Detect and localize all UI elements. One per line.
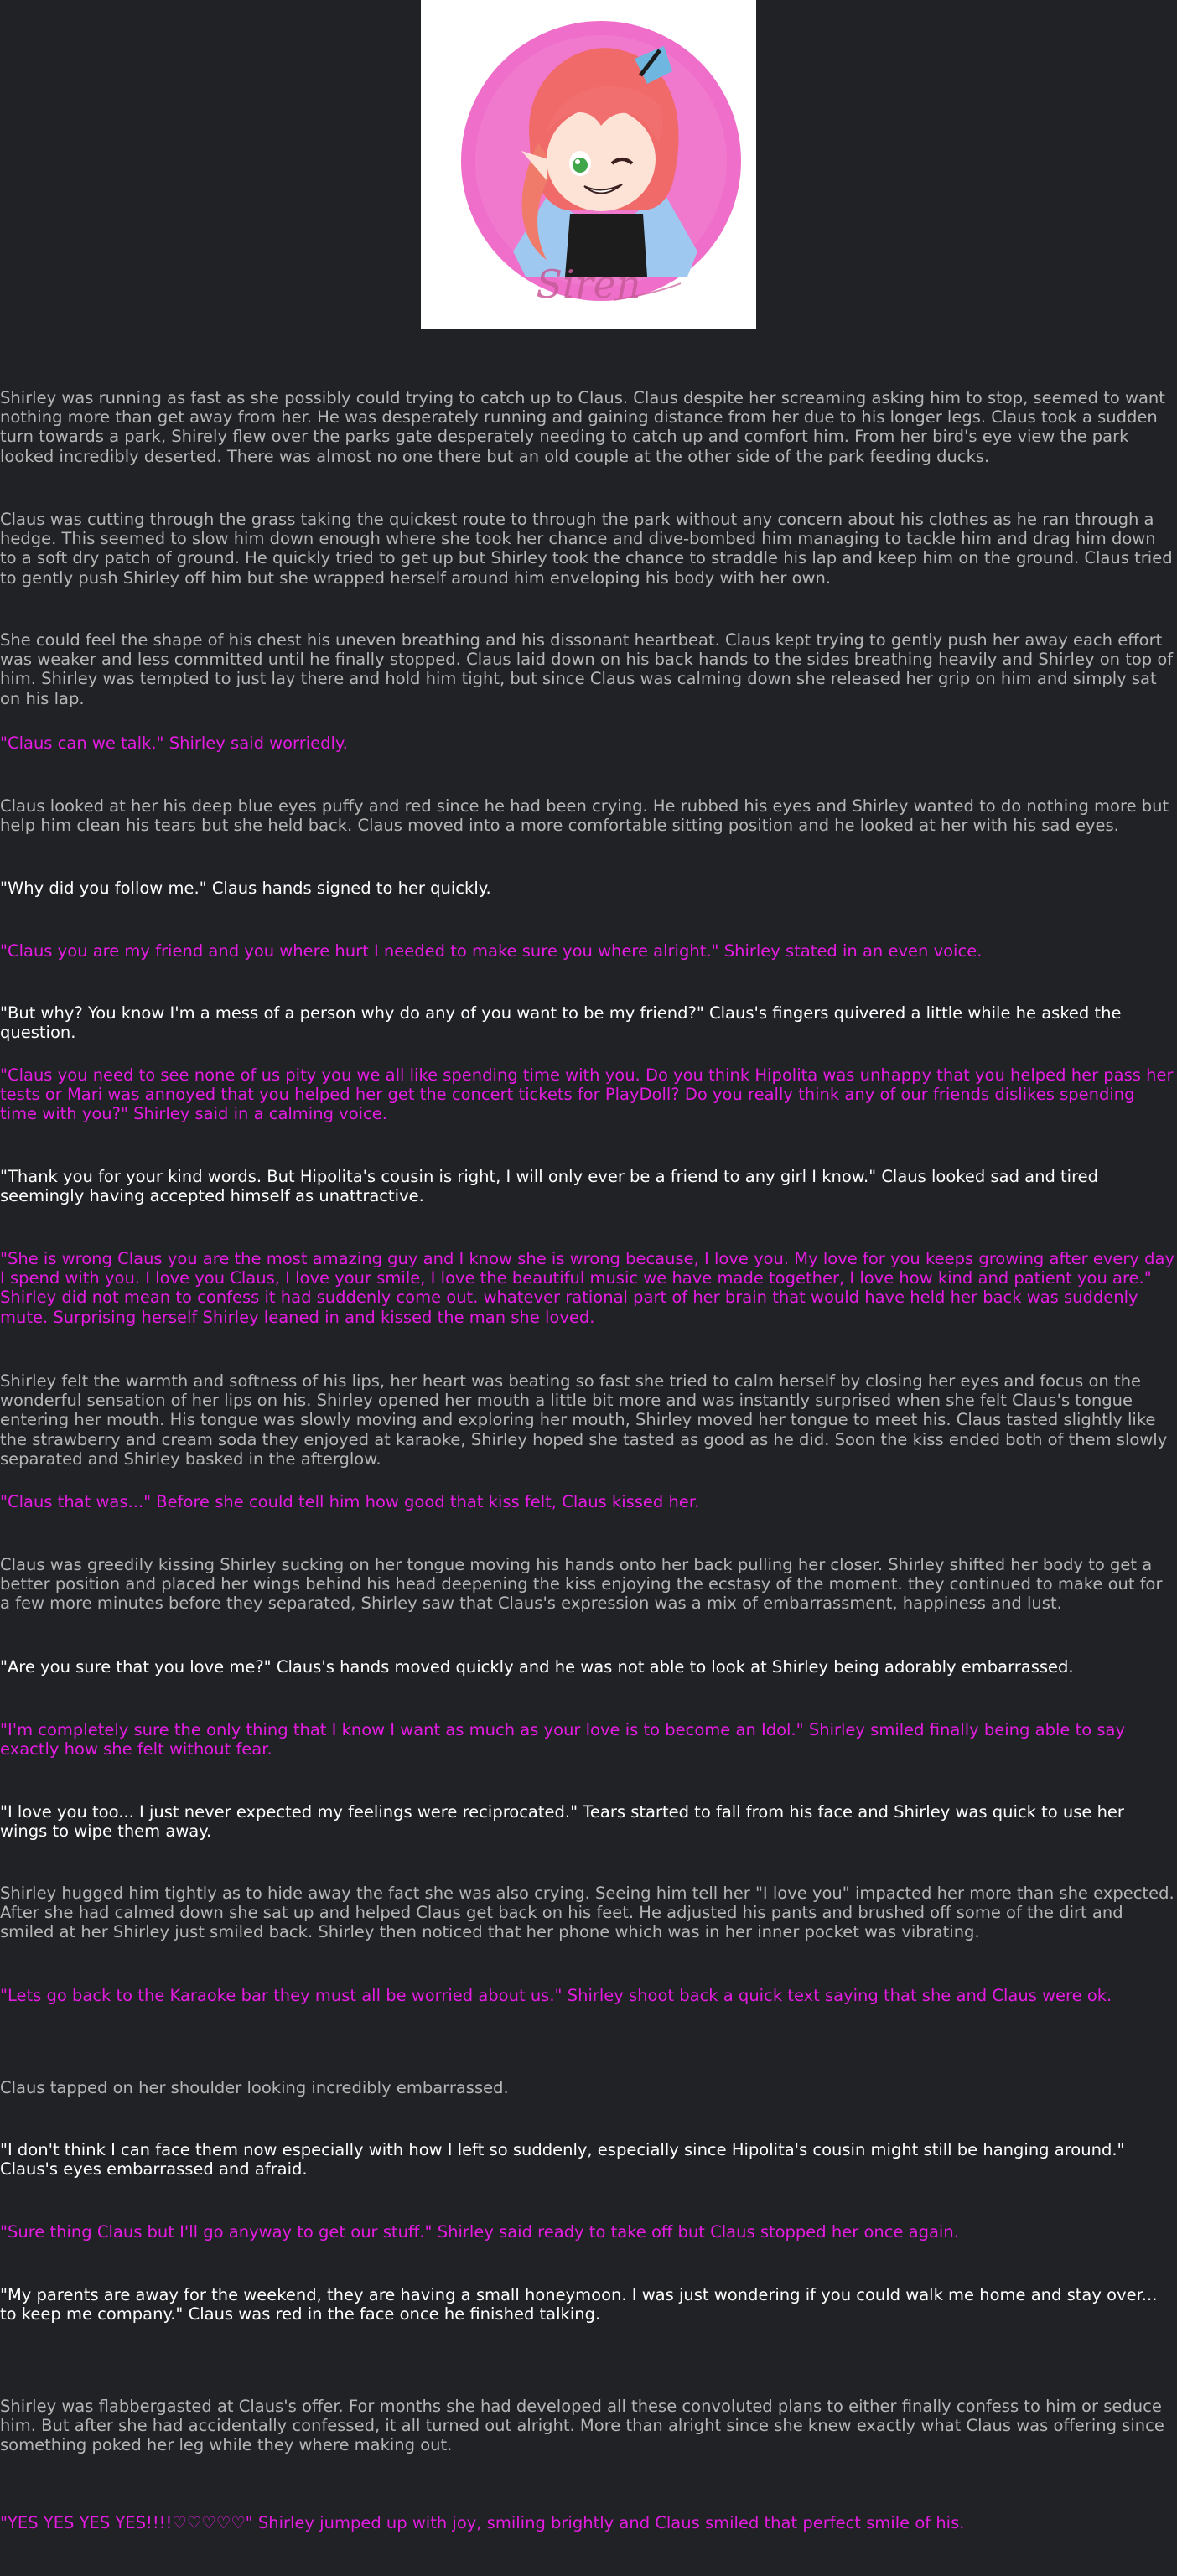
shirley-dialogue: "YES YES YES YES!!!!♡♡♡♡♡" Shirley jumped up with joy, smiling brightly and Claus smiled that perfect smile of his.: [0, 2513, 965, 2532]
signature-siren: Siren: [536, 262, 641, 307]
claus-dialogue: "But why? You know I'm a mess of a person why do any of you want to be my friend?" Claus's fingers quivered a little while he asked the question.: [0, 1003, 1122, 1043]
story-paragraph: Claus was cutting through the grass taking the quickest route to through the park without any concern about his clothes as he ran through a hedge. This seemed to slow him down enough where she took her chance and dive-bombed him managing to tackle him and drag him down to a soft dry patch of ground. He quickly tried to get up but Shirley took the chance to straddle his lap and keep him on the ground. Claus tried to gently push Shirley off him but she wrapped herself around him enveloping his body with her own.: [0, 510, 1173, 588]
claus-dialogue: "Thank you for your kind words. But Hipolita's cousin is right, I will only ever be a friend to any girl I know." Claus looked sad and tired seemingly having accepted himself as unattractive.: [0, 1167, 1099, 1206]
shirley-dialogue: "Claus you need to see none of us pity you we all like spending time with you. Do you think Hipolita was unhappy that you helped her pass her tests or Mari was annoyed that you helped her get the concert tickets for PlayDoll? Do you really think any of our friends dislikes spending time with you?" Shirley said in a calming voice.: [0, 1065, 1174, 1124]
story-paragraph: Shirley felt the warmth and softness of his lips, her heart was beating so fast she tried to calm herself by closing her eyes and focus on the wonderful sensation of her lips on his. Shirley opened her mouth a little bit more and was instantly surprised when she felt Claus's tongue entering her mouth. His tongue was slowly moving and exploring her mouth, Shirley moved her tongue to meet his. Claus tasted slightly like the strawberry and cream soda they enjoyed at karaoke, Shirley hoped she tasted as good as he did. Soon the kiss ended both of them slowly separated and Shirley basked in the afterglow.: [0, 1371, 1168, 1469]
story-paragraph: Claus tapped on her shoulder looking incredibly embarrassed.: [0, 2078, 509, 2097]
story-paragraph: Shirley was flabbergasted at Claus's offer. For months she had developed all these convoluted plans to either finally confess to him or seduce him. But after she had accidentally confessed, it all turned out alright. More than alright since she knew exactly what Claus was offering since something poked her leg while they where making out.: [0, 2397, 1164, 2455]
story-paragraph: Shirley was running as fast as she possibly could trying to catch up to Claus. Claus despite her screaming asking him to stop, seemed to want nothing more than get away from her. He was desperately running and gaining distance from her due to his longer legs. Claus took a sudden turn towards a park, Shirely flew over the parks gate desperately needing to catch up and comfort him. From her bird's eye view the park looked incredibly deserted. There was almost no one there but an old couple at the other side of the park feeding ducks.: [0, 388, 1165, 466]
claus-dialogue: "Are you sure that you love me?" Claus's hands moved quickly and he was not able to look at Shirley being adorably embarrassed.: [0, 1657, 1074, 1677]
story-paragraph: She could feel the shape of his chest his uneven breathing and his dissonant heartbeat. Claus kept trying to gently push her away each effort was weaker and less committed until he finally stopped. Claus laid down on his back hands to the sides breathing heavily and Shirley on top of him. Shirley was tempted to just lay there and hold him tight, but since Claus was calming down she released her grip on him and simply sat on his lap.: [0, 630, 1174, 708]
story-paragraph: Shirley hugged him tightly as to hide away the fact she was also crying. Seeing him tell her "I love you" impacted her more than she expected. After she had calmed down she sat up and helped Claus get back on his feet. He adjusted his pants and brushed off some of the dirt and smiled at her Shirley just smiled back. Shirley then noticed that her phone which was in her inner pocket was vibrating.: [0, 1884, 1174, 1942]
story-paragraph: Claus looked at her his deep blue eyes puffy and red since he had been crying. He rubbed his eyes and Shirley wanted to do nothing more but help him clean his tears but she held back. Claus moved into a more comfortable sitting position and he looked at her with his sad eyes.: [0, 796, 1169, 836]
shirley-dialogue: "Claus that was..." Before she could tell him how good that kiss felt, Claus kissed her.: [0, 1492, 700, 1511]
shirley-dialogue: "She is wrong Claus you are the most amazing guy and I know she is wrong because, I love you. My love for you keeps growing after every day I spend with you. I love you Claus, I love your smile, I love the beautiful music we have made together, I love how kind and patient you are." Shirley did not mean to confess it had suddenly come out. whatever rational part of her brain that would have held her back was suddenly mute. Surprising herself Shirley leaned in and kissed the man she loved.: [0, 1249, 1175, 1327]
shirley-dialogue: "Claus you are my friend and you where hurt I needed to make sure you where alright." Shirley stated in an even voice.: [0, 941, 983, 961]
green-eye: [573, 158, 588, 173]
chibi-character-portrait: [421, 0, 756, 329]
header-illustration: [421, 0, 756, 329]
claus-dialogue: "Why did you follow me." Claus hands signed to her quickly.: [0, 879, 491, 898]
claus-dialogue: "I love you too... I just never expected my feelings were reciprocated." Tears started to fall from his face and Shirley was quick to use her wings to wipe them away.: [0, 1802, 1124, 1842]
shirley-dialogue: "I'm completely sure the only thing that I know I want as much as your love is to become an Idol." Shirley smiled finally being able to say exactly how she felt without fear.: [0, 1720, 1125, 1760]
claus-dialogue: "My parents are away for the weekend, they are having a small honeymoon. I was just wondering if you could walk me home and stay over... to keep me company." Claus was red in the face once he finished talking.: [0, 2285, 1158, 2325]
shirley-dialogue: "Lets go back to the Karaoke bar they must all be worried about us." Shirley shoot back a quick text saying that she and Claus were ok.: [0, 1986, 1112, 2005]
claus-dialogue: "I don't think I can face them now especially with how I left so suddenly, especially since Hipolita's cousin might still be hanging around." Claus's eyes embarrassed and afraid.: [0, 2140, 1125, 2179]
story-paragraph: Claus was greedily kissing Shirley sucking on her tongue moving his hands onto her back pulling her closer. Shirley shifted her body to get a better position and placed her wings behind his head deepening the kiss enjoying the ecstasy of the moment. they continued to make out for a few more minutes before they separated, Shirley saw that Claus's expression was a mix of embarrassment, happiness and lust.: [0, 1555, 1163, 1614]
shirley-dialogue: "Sure thing Claus but I'll go anyway to get our stuff." Shirley said ready to take off but Claus stopped her once again.: [0, 2222, 959, 2242]
shirley-dialogue: "Claus can we talk." Shirley said worriedly.: [0, 733, 348, 753]
